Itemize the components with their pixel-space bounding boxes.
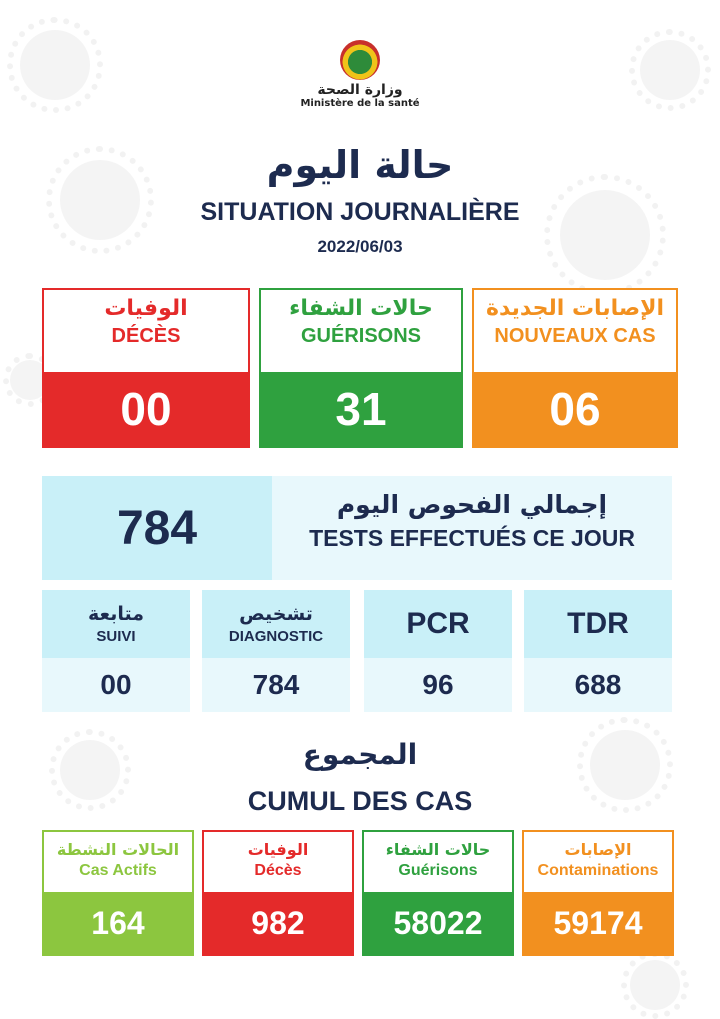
tests-tdr-value: 688 bbox=[574, 669, 622, 700]
tests-diagnostic-card bbox=[202, 590, 350, 712]
page-title-fr: SITUATION JOURNALIÈRE bbox=[200, 198, 520, 226]
tests-suivi-label-fr: SUIVI bbox=[96, 628, 136, 645]
cumul-actifs-card bbox=[42, 830, 194, 956]
cumul-guerisons-value: 58022 bbox=[364, 892, 512, 954]
daily-guerisons-card bbox=[259, 288, 463, 448]
tests-suivi-value: 00 bbox=[100, 669, 132, 700]
daily-guerisons-label-ar: حالات الشفاء bbox=[289, 296, 433, 321]
tests-total-label-fr: TESTS EFFECTUÉS CE JOUR bbox=[309, 525, 635, 551]
cumul-actifs-label-ar: الحالات النشطة bbox=[56, 840, 180, 859]
cumul-deces-value: 982 bbox=[204, 892, 352, 954]
report-date: 2022/06/03 bbox=[317, 237, 403, 256]
cumul-guerisons-label-ar: حالات الشفاء bbox=[385, 840, 491, 859]
cumul-deces-card bbox=[202, 830, 354, 956]
tests-tdr-label: TDR bbox=[567, 607, 629, 640]
ministry-name-ar: وزارة الصحة bbox=[317, 82, 403, 98]
cumul-contaminations-label-fr: Contaminations bbox=[537, 862, 659, 879]
cumul-actifs-value: 164 bbox=[44, 892, 192, 954]
daily-nouveaux-label-fr: NOUVEAUX CAS bbox=[494, 325, 656, 347]
cumul-guerisons-label-fr: Guérisons bbox=[398, 862, 478, 879]
daily-deces-card bbox=[42, 288, 250, 448]
ministry-logo bbox=[0, 40, 720, 109]
tests-total-box bbox=[42, 476, 672, 580]
daily-guerisons-value: 31 bbox=[261, 372, 461, 446]
tests-diagnostic-value: 784 bbox=[252, 669, 300, 700]
ministry-name-fr: Ministère de la santé bbox=[300, 98, 420, 109]
tests-total-label-ar: إجمالي الفحوص اليوم bbox=[336, 490, 608, 519]
tests-tdr-card bbox=[524, 590, 672, 712]
daily-deces-label-ar: الوفيات bbox=[104, 296, 188, 321]
daily-guerisons-label-fr: GUÉRISONS bbox=[300, 325, 422, 347]
tests-total-labels bbox=[272, 476, 672, 580]
cumul-contaminations-card bbox=[522, 830, 674, 956]
daily-deces-value: 00 bbox=[44, 372, 248, 446]
ministry-emblem-icon bbox=[340, 40, 380, 80]
page-title-ar: حالة اليوم bbox=[266, 143, 454, 187]
daily-deces-label-fr: DÉCÈS bbox=[111, 325, 181, 347]
cumul-contaminations-value: 59174 bbox=[524, 892, 672, 954]
daily-nouveaux-card bbox=[472, 288, 678, 448]
tests-pcr-card bbox=[364, 590, 512, 712]
tests-suivi-label-ar: متابعة bbox=[87, 603, 145, 625]
cumul-actifs-label-fr: Cas Actifs bbox=[79, 862, 157, 879]
tests-diagnostic-label-ar: تشخيص bbox=[239, 603, 313, 625]
tests-pcr-label: PCR bbox=[406, 607, 470, 640]
tests-pcr-value: 96 bbox=[422, 669, 454, 700]
cumul-title-ar: المجموع bbox=[302, 738, 418, 771]
daily-nouveaux-value: 06 bbox=[474, 372, 676, 446]
cumul-contaminations-label-ar: الإصابات bbox=[564, 840, 632, 859]
tests-total-value: 784 bbox=[42, 476, 272, 580]
cumul-deces-label-ar: الوفيات bbox=[247, 840, 309, 859]
daily-nouveaux-label-ar: الإصابات الجديدة bbox=[485, 296, 665, 321]
cumul-deces-label-fr: Décès bbox=[254, 862, 302, 879]
tests-diagnostic-label-fr: DIAGNOSTIC bbox=[228, 628, 324, 645]
cumul-guerisons-card bbox=[362, 830, 514, 956]
tests-suivi-card bbox=[42, 590, 190, 712]
cumul-title-fr: CUMUL DES CAS bbox=[247, 786, 473, 816]
background-virus-icon bbox=[630, 960, 680, 1010]
